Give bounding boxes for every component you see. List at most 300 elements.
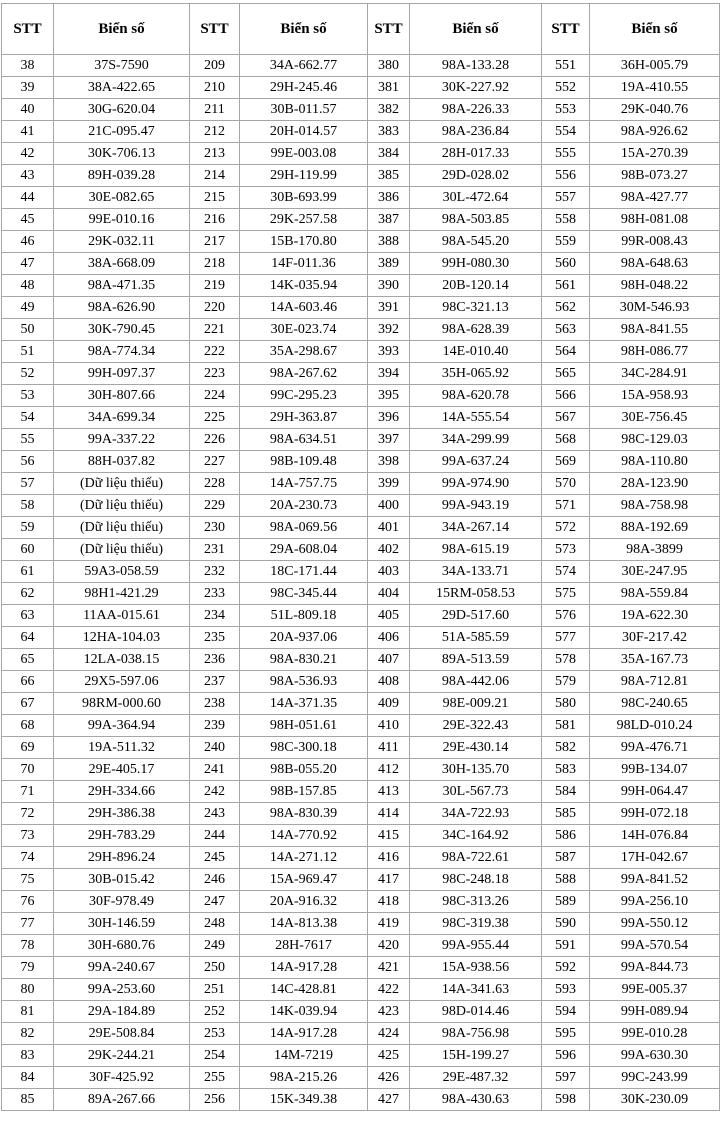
plate-number-cell: 15B-170.80: [240, 231, 368, 253]
plate-number-cell: 30H-680.76: [54, 935, 190, 957]
plate-number-cell: 29E-322.43: [410, 715, 542, 737]
stt-cell: 210: [190, 77, 240, 99]
table-row: [2, 913, 720, 935]
stt-cell: 581: [542, 715, 590, 737]
stt-cell: 568: [542, 429, 590, 451]
stt-cell: 220: [190, 297, 240, 319]
plate-number-cell: 38A-422.65: [54, 77, 190, 99]
plate-number-cell: 30L-472.64: [410, 187, 542, 209]
stt-cell: 215: [190, 187, 240, 209]
table-row: [2, 385, 720, 407]
plate-number-cell: 99E-010.28: [590, 1023, 720, 1045]
table-row: [2, 781, 720, 803]
plate-number-cell: 88H-037.82: [54, 451, 190, 473]
plate-number-cell: 99A-955.44: [410, 935, 542, 957]
plate-number-cell: 89A-267.66: [54, 1089, 190, 1111]
table-row: [2, 825, 720, 847]
plate-number-cell: 99H-072.18: [590, 803, 720, 825]
stt-cell: 597: [542, 1067, 590, 1089]
table-row: [2, 583, 720, 605]
table-row: [2, 957, 720, 979]
stt-cell: 55: [2, 429, 54, 451]
table-row: [2, 297, 720, 319]
stt-cell: 424: [368, 1023, 410, 1045]
plate-number-cell: 98B-055.20: [240, 759, 368, 781]
stt-cell: 216: [190, 209, 240, 231]
plate-number-cell: 29E-405.17: [54, 759, 190, 781]
stt-cell: 218: [190, 253, 240, 275]
plate-number-cell: 34A-133.71: [410, 561, 542, 583]
stt-cell: 572: [542, 517, 590, 539]
stt-cell: 226: [190, 429, 240, 451]
table-row: [2, 627, 720, 649]
plate-number-cell: 89A-513.59: [410, 649, 542, 671]
stt-cell: 212: [190, 121, 240, 143]
plate-number-cell: 98B-109.48: [240, 451, 368, 473]
stt-cell: 583: [542, 759, 590, 781]
plate-number-cell: 98A-648.63: [590, 253, 720, 275]
plate-number-cell: 98A-215.26: [240, 1067, 368, 1089]
plate-number-cell: 15K-349.38: [240, 1089, 368, 1111]
stt-cell: 249: [190, 935, 240, 957]
stt-cell: 63: [2, 605, 54, 627]
plate-number-cell: 98A-3899: [590, 539, 720, 561]
plate-number-cell: 99A-256.10: [590, 891, 720, 913]
plate-number-cell: 98A-226.33: [410, 99, 542, 121]
plate-number-cell: 20A-916.32: [240, 891, 368, 913]
stt-cell: 40: [2, 99, 54, 121]
plate-number-cell: 14A-555.54: [410, 407, 542, 429]
stt-cell: 401: [368, 517, 410, 539]
stt-cell: 574: [542, 561, 590, 583]
stt-cell: 388: [368, 231, 410, 253]
stt-cell: 565: [542, 363, 590, 385]
stt-cell: 236: [190, 649, 240, 671]
stt-cell: 573: [542, 539, 590, 561]
plate-number-cell: 98A-267.62: [240, 363, 368, 385]
table-row: [2, 99, 720, 121]
plate-number-cell: 14A-603.46: [240, 297, 368, 319]
table-row: [2, 869, 720, 891]
plate-number-cell: 98A-830.39: [240, 803, 368, 825]
plate-number-cell: 89H-039.28: [54, 165, 190, 187]
stt-cell: 256: [190, 1089, 240, 1111]
table-body: [2, 55, 720, 1111]
table-row: [2, 407, 720, 429]
plate-number-cell: 35A-298.67: [240, 341, 368, 363]
plate-number-cell: 98C-319.38: [410, 913, 542, 935]
stt-cell: 391: [368, 297, 410, 319]
plate-number-cell: 99C-243.99: [590, 1067, 720, 1089]
header-stt: STT: [190, 4, 240, 55]
plate-number-cell: 20A-937.06: [240, 627, 368, 649]
plate-number-cell: 15RM-058.53: [410, 583, 542, 605]
stt-cell: 59: [2, 517, 54, 539]
stt-cell: 44: [2, 187, 54, 209]
stt-cell: 404: [368, 583, 410, 605]
stt-cell: 592: [542, 957, 590, 979]
table-row: [2, 649, 720, 671]
stt-cell: 380: [368, 55, 410, 77]
plate-number-cell: 34A-662.77: [240, 55, 368, 77]
stt-cell: 392: [368, 319, 410, 341]
stt-cell: 569: [542, 451, 590, 473]
table-row: [2, 187, 720, 209]
stt-cell: 556: [542, 165, 590, 187]
table-row: [2, 319, 720, 341]
stt-cell: 405: [368, 605, 410, 627]
plate-number-cell: 30F-978.49: [54, 891, 190, 913]
stt-cell: 234: [190, 605, 240, 627]
plate-number-cell: 29D-028.02: [410, 165, 542, 187]
plate-number-cell: 98B-157.85: [240, 781, 368, 803]
stt-cell: 383: [368, 121, 410, 143]
stt-cell: 589: [542, 891, 590, 913]
stt-cell: 419: [368, 913, 410, 935]
table-row: [2, 737, 720, 759]
table-row: [2, 209, 720, 231]
stt-cell: 587: [542, 847, 590, 869]
plate-number-cell: 17H-042.67: [590, 847, 720, 869]
plate-number-cell: 99A-550.12: [590, 913, 720, 935]
stt-cell: 558: [542, 209, 590, 231]
stt-cell: 58: [2, 495, 54, 517]
plate-number-cell: 36H-005.79: [590, 55, 720, 77]
plate-number-cell: 34A-299.99: [410, 429, 542, 451]
plate-number-cell: 15H-199.27: [410, 1045, 542, 1067]
plate-number-cell: 30F-425.92: [54, 1067, 190, 1089]
table-row: [2, 935, 720, 957]
plate-number-cell: 37S-7590: [54, 55, 190, 77]
stt-cell: 42: [2, 143, 54, 165]
stt-cell: 387: [368, 209, 410, 231]
stt-cell: 593: [542, 979, 590, 1001]
plate-number-cell: 38A-668.09: [54, 253, 190, 275]
plate-number-cell: 29H-896.24: [54, 847, 190, 869]
stt-cell: 408: [368, 671, 410, 693]
plate-number-cell: (Dữ liệu thiếu): [54, 539, 190, 561]
stt-cell: 393: [368, 341, 410, 363]
stt-cell: 403: [368, 561, 410, 583]
stt-cell: 414: [368, 803, 410, 825]
plate-number-cell: 99H-064.47: [590, 781, 720, 803]
table-row: [2, 979, 720, 1001]
table-row: [2, 253, 720, 275]
plate-number-cell: 29H-363.87: [240, 407, 368, 429]
stt-cell: 412: [368, 759, 410, 781]
plate-number-cell: 20H-014.57: [240, 121, 368, 143]
stt-cell: 555: [542, 143, 590, 165]
plate-number-cell: 14A-757.75: [240, 473, 368, 495]
table-row: [2, 891, 720, 913]
stt-cell: 65: [2, 649, 54, 671]
stt-cell: 245: [190, 847, 240, 869]
plate-number-cell: 98A-830.21: [240, 649, 368, 671]
stt-cell: 561: [542, 275, 590, 297]
plate-number-cell: 30M-546.93: [590, 297, 720, 319]
stt-cell: 72: [2, 803, 54, 825]
plate-number-cell: 51A-585.59: [410, 627, 542, 649]
plate-number-cell: 99A-364.94: [54, 715, 190, 737]
stt-cell: 579: [542, 671, 590, 693]
table-row: [2, 121, 720, 143]
plate-number-cell: 99R-008.43: [590, 231, 720, 253]
stt-cell: 242: [190, 781, 240, 803]
stt-cell: 80: [2, 979, 54, 1001]
plate-number-cell: 29K-257.58: [240, 209, 368, 231]
stt-cell: 39: [2, 77, 54, 99]
table-row: [2, 429, 720, 451]
stt-cell: 254: [190, 1045, 240, 1067]
stt-cell: 582: [542, 737, 590, 759]
stt-cell: 252: [190, 1001, 240, 1023]
plate-number-cell: 59A3-058.59: [54, 561, 190, 583]
plate-number-cell: 29K-032.11: [54, 231, 190, 253]
plate-number-cell: 99E-010.16: [54, 209, 190, 231]
stt-cell: 62: [2, 583, 54, 605]
plate-number-cell: 98A-841.55: [590, 319, 720, 341]
plate-number-cell: 99A-337.22: [54, 429, 190, 451]
plate-number-cell: 98A-722.61: [410, 847, 542, 869]
stt-cell: 41: [2, 121, 54, 143]
plate-number-cell: (Dữ liệu thiếu): [54, 495, 190, 517]
plate-number-cell: 14K-035.94: [240, 275, 368, 297]
plate-number-cell: 98LD-010.24: [590, 715, 720, 737]
plate-number-cell: 99A-943.19: [410, 495, 542, 517]
stt-cell: 225: [190, 407, 240, 429]
stt-cell: 240: [190, 737, 240, 759]
stt-cell: 588: [542, 869, 590, 891]
table-row: [2, 671, 720, 693]
plate-number-cell: 12LA-038.15: [54, 649, 190, 671]
stt-cell: 551: [542, 55, 590, 77]
plate-number-cell: 14A-371.35: [240, 693, 368, 715]
plate-number-cell: 98A-471.35: [54, 275, 190, 297]
stt-cell: 51: [2, 341, 54, 363]
stt-cell: 239: [190, 715, 240, 737]
plate-number-cell: 35A-167.73: [590, 649, 720, 671]
table-row: [2, 693, 720, 715]
stt-cell: 570: [542, 473, 590, 495]
header-bien-so: Biển số: [240, 4, 368, 55]
plate-number-cell: 19A-511.32: [54, 737, 190, 759]
plate-number-cell: 20A-230.73: [240, 495, 368, 517]
plate-number-cell: 98A-110.80: [590, 451, 720, 473]
plate-number-cell: 98B-073.27: [590, 165, 720, 187]
plate-number-cell: 99B-134.07: [590, 759, 720, 781]
stt-cell: 229: [190, 495, 240, 517]
plate-number-cell: 34A-722.93: [410, 803, 542, 825]
plate-number-cell: 98A-615.19: [410, 539, 542, 561]
stt-cell: 70: [2, 759, 54, 781]
stt-cell: 386: [368, 187, 410, 209]
stt-cell: 247: [190, 891, 240, 913]
plate-number-cell: 98H-051.61: [240, 715, 368, 737]
header-stt: STT: [542, 4, 590, 55]
stt-cell: 228: [190, 473, 240, 495]
plate-number-cell: 98A-559.84: [590, 583, 720, 605]
plate-number-cell: 30K-706.13: [54, 143, 190, 165]
plate-number-cell: 34A-267.14: [410, 517, 542, 539]
plate-number-cell: 29E-430.14: [410, 737, 542, 759]
plate-number-cell: 29K-244.21: [54, 1045, 190, 1067]
plate-number-cell: 15A-958.93: [590, 385, 720, 407]
plate-number-cell: 29D-517.60: [410, 605, 542, 627]
plate-number-cell: 98C-321.13: [410, 297, 542, 319]
stt-cell: 64: [2, 627, 54, 649]
plate-number-cell: 99H-080.30: [410, 253, 542, 275]
plate-number-cell: 15A-938.56: [410, 957, 542, 979]
plate-number-cell: 29H-386.38: [54, 803, 190, 825]
plate-number-cell: 98A-442.06: [410, 671, 542, 693]
plate-number-cell: 30B-011.57: [240, 99, 368, 121]
stt-cell: 566: [542, 385, 590, 407]
table-row: [2, 1045, 720, 1067]
stt-cell: 61: [2, 561, 54, 583]
plate-number-cell: 98C-345.44: [240, 583, 368, 605]
stt-cell: 224: [190, 385, 240, 407]
table-row: [2, 77, 720, 99]
plate-number-cell: 14K-039.94: [240, 1001, 368, 1023]
stt-cell: 389: [368, 253, 410, 275]
stt-cell: 48: [2, 275, 54, 297]
table-row: [2, 539, 720, 561]
plate-number-cell: 98A-628.39: [410, 319, 542, 341]
plate-number-cell: 98A-545.20: [410, 231, 542, 253]
plate-number-cell: 28H-7617: [240, 935, 368, 957]
plate-number-cell: 29H-783.29: [54, 825, 190, 847]
stt-cell: 415: [368, 825, 410, 847]
plate-number-cell: 14A-341.63: [410, 979, 542, 1001]
plate-number-cell: 19A-410.55: [590, 77, 720, 99]
stt-cell: 213: [190, 143, 240, 165]
stt-cell: 77: [2, 913, 54, 935]
plate-number-cell: 28A-123.90: [590, 473, 720, 495]
plate-number-cell: 21C-095.47: [54, 121, 190, 143]
plate-number-cell: 29E-487.32: [410, 1067, 542, 1089]
table-row: [2, 605, 720, 627]
plate-number-cell: 99E-003.08: [240, 143, 368, 165]
plate-number-cell: 98H1-421.29: [54, 583, 190, 605]
plate-number-cell: 88A-192.69: [590, 517, 720, 539]
plate-number-cell: 30H-807.66: [54, 385, 190, 407]
plate-number-cell: 98C-240.65: [590, 693, 720, 715]
stt-cell: 584: [542, 781, 590, 803]
plate-number-cell: 98A-236.84: [410, 121, 542, 143]
stt-cell: 410: [368, 715, 410, 737]
stt-cell: 243: [190, 803, 240, 825]
stt-cell: 54: [2, 407, 54, 429]
header-bien-so: Biển số: [54, 4, 190, 55]
stt-cell: 571: [542, 495, 590, 517]
plate-number-cell: (Dữ liệu thiếu): [54, 517, 190, 539]
stt-cell: 409: [368, 693, 410, 715]
stt-cell: 71: [2, 781, 54, 803]
plate-number-cell: 98E-009.21: [410, 693, 542, 715]
stt-cell: 590: [542, 913, 590, 935]
plate-number-cell: 18C-171.44: [240, 561, 368, 583]
stt-cell: 233: [190, 583, 240, 605]
plate-number-cell: 35H-065.92: [410, 363, 542, 385]
plate-number-cell: 99H-089.94: [590, 1001, 720, 1023]
stt-cell: 381: [368, 77, 410, 99]
header-bien-so: Biển số: [410, 4, 542, 55]
table-row: [2, 55, 720, 77]
table-row: [2, 143, 720, 165]
stt-cell: 586: [542, 825, 590, 847]
plate-number-cell: 29H-334.66: [54, 781, 190, 803]
plate-number-cell: 14H-076.84: [590, 825, 720, 847]
plate-number-cell: 20B-120.14: [410, 275, 542, 297]
plate-number-cell: (Dữ liệu thiếu): [54, 473, 190, 495]
stt-cell: 595: [542, 1023, 590, 1045]
plate-number-cell: 30L-567.73: [410, 781, 542, 803]
table-row: [2, 473, 720, 495]
stt-cell: 221: [190, 319, 240, 341]
stt-cell: 231: [190, 539, 240, 561]
stt-cell: 399: [368, 473, 410, 495]
stt-cell: 407: [368, 649, 410, 671]
stt-cell: 237: [190, 671, 240, 693]
table-row: [2, 803, 720, 825]
plate-number-cell: 34C-164.92: [410, 825, 542, 847]
plate-number-cell: 30K-227.92: [410, 77, 542, 99]
stt-cell: 425: [368, 1045, 410, 1067]
plate-number-cell: 98A-774.34: [54, 341, 190, 363]
plate-number-cell: 98A-427.77: [590, 187, 720, 209]
stt-cell: 577: [542, 627, 590, 649]
plate-number-cell: 99A-637.24: [410, 451, 542, 473]
plate-number-cell: 98A-503.85: [410, 209, 542, 231]
stt-cell: 250: [190, 957, 240, 979]
plate-number-cell: 98A-758.98: [590, 495, 720, 517]
stt-cell: 78: [2, 935, 54, 957]
stt-cell: 575: [542, 583, 590, 605]
stt-cell: 567: [542, 407, 590, 429]
plate-number-cell: 99A-841.52: [590, 869, 720, 891]
plate-number-cell: 14A-271.12: [240, 847, 368, 869]
plate-number-cell: 99A-974.90: [410, 473, 542, 495]
stt-cell: 562: [542, 297, 590, 319]
table-row: [2, 561, 720, 583]
stt-cell: 395: [368, 385, 410, 407]
stt-cell: 79: [2, 957, 54, 979]
stt-cell: 396: [368, 407, 410, 429]
plate-number-cell: 99C-295.23: [240, 385, 368, 407]
stt-cell: 400: [368, 495, 410, 517]
stt-cell: 406: [368, 627, 410, 649]
stt-cell: 74: [2, 847, 54, 869]
plate-number-cell: 15A-969.47: [240, 869, 368, 891]
stt-cell: 560: [542, 253, 590, 275]
plate-number-cell: 30H-135.70: [410, 759, 542, 781]
stt-cell: 209: [190, 55, 240, 77]
plate-number-cell: 99A-844.73: [590, 957, 720, 979]
stt-cell: 84: [2, 1067, 54, 1089]
plate-number-cell: 99A-476.71: [590, 737, 720, 759]
plate-number-cell: 99E-005.37: [590, 979, 720, 1001]
stt-cell: 82: [2, 1023, 54, 1045]
plate-number-cell: 98A-430.63: [410, 1089, 542, 1111]
stt-cell: 554: [542, 121, 590, 143]
stt-cell: 390: [368, 275, 410, 297]
stt-cell: 227: [190, 451, 240, 473]
stt-cell: 211: [190, 99, 240, 121]
stt-cell: 47: [2, 253, 54, 275]
plate-number-cell: 98A-926.62: [590, 121, 720, 143]
stt-cell: 81: [2, 1001, 54, 1023]
stt-cell: 563: [542, 319, 590, 341]
